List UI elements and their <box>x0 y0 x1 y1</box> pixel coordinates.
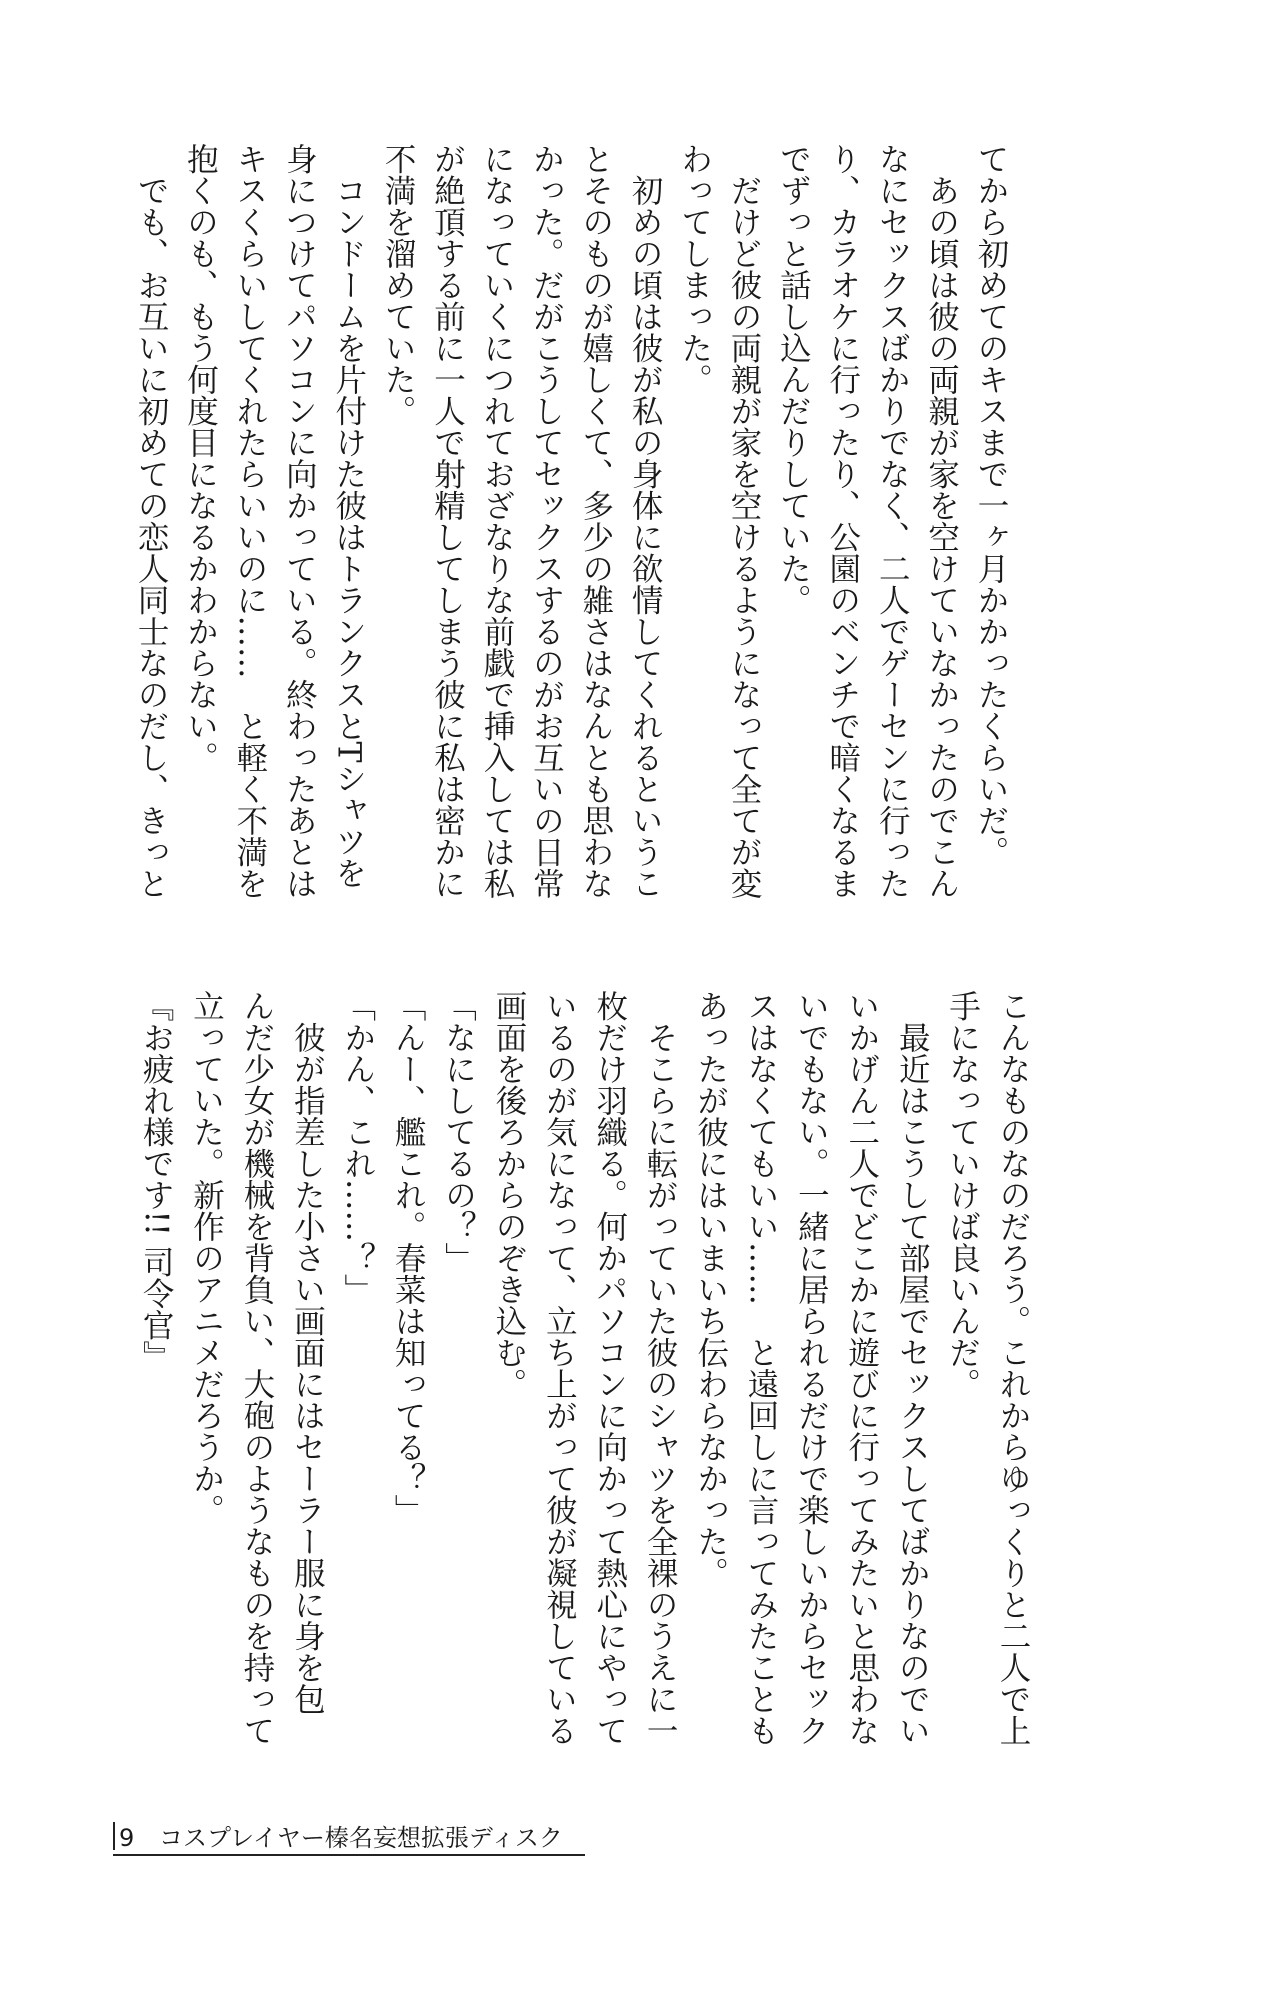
text-block-bottom <box>131 990 1038 1746</box>
text-column: 「かん、これ……？」 <box>339 990 376 1305</box>
text-column: 手になっていけば良いんだ。 <box>944 990 981 1400</box>
text-column: 画面を後ろからのぞき込む。 <box>490 990 527 1400</box>
text-column: んだ少女が機械を背負い、大砲のようなものを持って <box>238 990 275 1746</box>
text-column: 初めの頃は彼が私の身体に欲情してくれるというこ <box>627 143 664 899</box>
text-column: キスくらいしてくれたらいいのに…… と軽く不満を <box>231 143 268 899</box>
text-column: 枚だけ羽織る。何かパソコンに向かって熱心にやって <box>591 990 628 1746</box>
text-column: が絶頂する前に一人で射精してしまう彼に私は密かに <box>429 143 466 899</box>
text-column: になっていくにつれておざなりな前戯で挿入しては私 <box>478 143 515 899</box>
text-column: でずっと話し込んだりしていた。 <box>775 143 812 616</box>
text-column: だけど彼の両親が家を空けるようになって全てが変 <box>725 143 762 899</box>
text-column: あの頃は彼の両親が家を空けていなかったのでこん <box>923 143 960 899</box>
text-column: あったが彼にはいまいち伝わらなかった。 <box>692 990 729 1589</box>
text-column: 「んー、艦これ。春菜は知ってる？」 <box>390 990 427 1526</box>
page-footer <box>113 1822 585 1856</box>
text-column: てから初めてのキスまで一ヶ月かかったくらいだ。 <box>973 143 1009 868</box>
text-column: こんなものなのだろう。これからゆっくりと二人で上 <box>995 990 1031 1746</box>
page-number: 9 <box>119 1824 135 1852</box>
text-column: 身につけてパソコンに向かっている。終わったあとは <box>281 143 318 899</box>
text-column: いるのが気になって、立ち上がって彼が凝視している <box>541 990 578 1746</box>
text-column: 彼が指差した小さい画面にはセーラー服に身を包 <box>289 990 326 1715</box>
text-column: 最近はこうして部屋でセックスしてばかりなのでい <box>894 990 931 1746</box>
text-column: り、カラオケに行ったり、公園のベンチで暗くなるま <box>824 143 861 899</box>
text-column: でも、お互いに初めての恋人同士なのだし、きっと <box>133 143 170 899</box>
text-column: スはなくてもいい…… と遠回しに言ってみたことも <box>742 990 779 1746</box>
text-column: 不満を溜めていた。 <box>380 143 417 427</box>
book-title: コスプレイヤー榛名妄想拡張ディスク <box>159 1824 563 1852</box>
text-column: 『お疲れ様です!! 司令官』 <box>138 990 175 1372</box>
text-column: わってしまった。 <box>676 143 713 395</box>
text-column: いかげん二人でどこかに遊びに行ってみたいと思わな <box>843 990 880 1746</box>
text-column: コンドームを片付けた彼はトランクスとTシャツを <box>330 143 367 889</box>
footer-bar <box>113 1822 115 1850</box>
text-column: とそのものが嬉しくて、多少の雑さはなんとも思わな <box>577 143 614 899</box>
text-block-top <box>126 143 1015 899</box>
text-column: 立っていた。新作のアニメだろうか。 <box>188 990 225 1526</box>
text-column: 抱くのも、もう何度目になるかわからない。 <box>182 143 219 773</box>
text-column: なにセックスばかりでなく、二人でゲーセンに行った <box>874 143 911 899</box>
text-column: そこらに転がっていた彼のシャツを全裸のうえに一 <box>642 990 679 1746</box>
text-column: いでもない。一緒に居られるだけで楽しいからセック <box>793 990 830 1746</box>
text-column: 「なにしてるの？」 <box>440 990 477 1274</box>
text-column: かった。だがこうしてセックスするのがお互いの日常 <box>528 143 565 899</box>
